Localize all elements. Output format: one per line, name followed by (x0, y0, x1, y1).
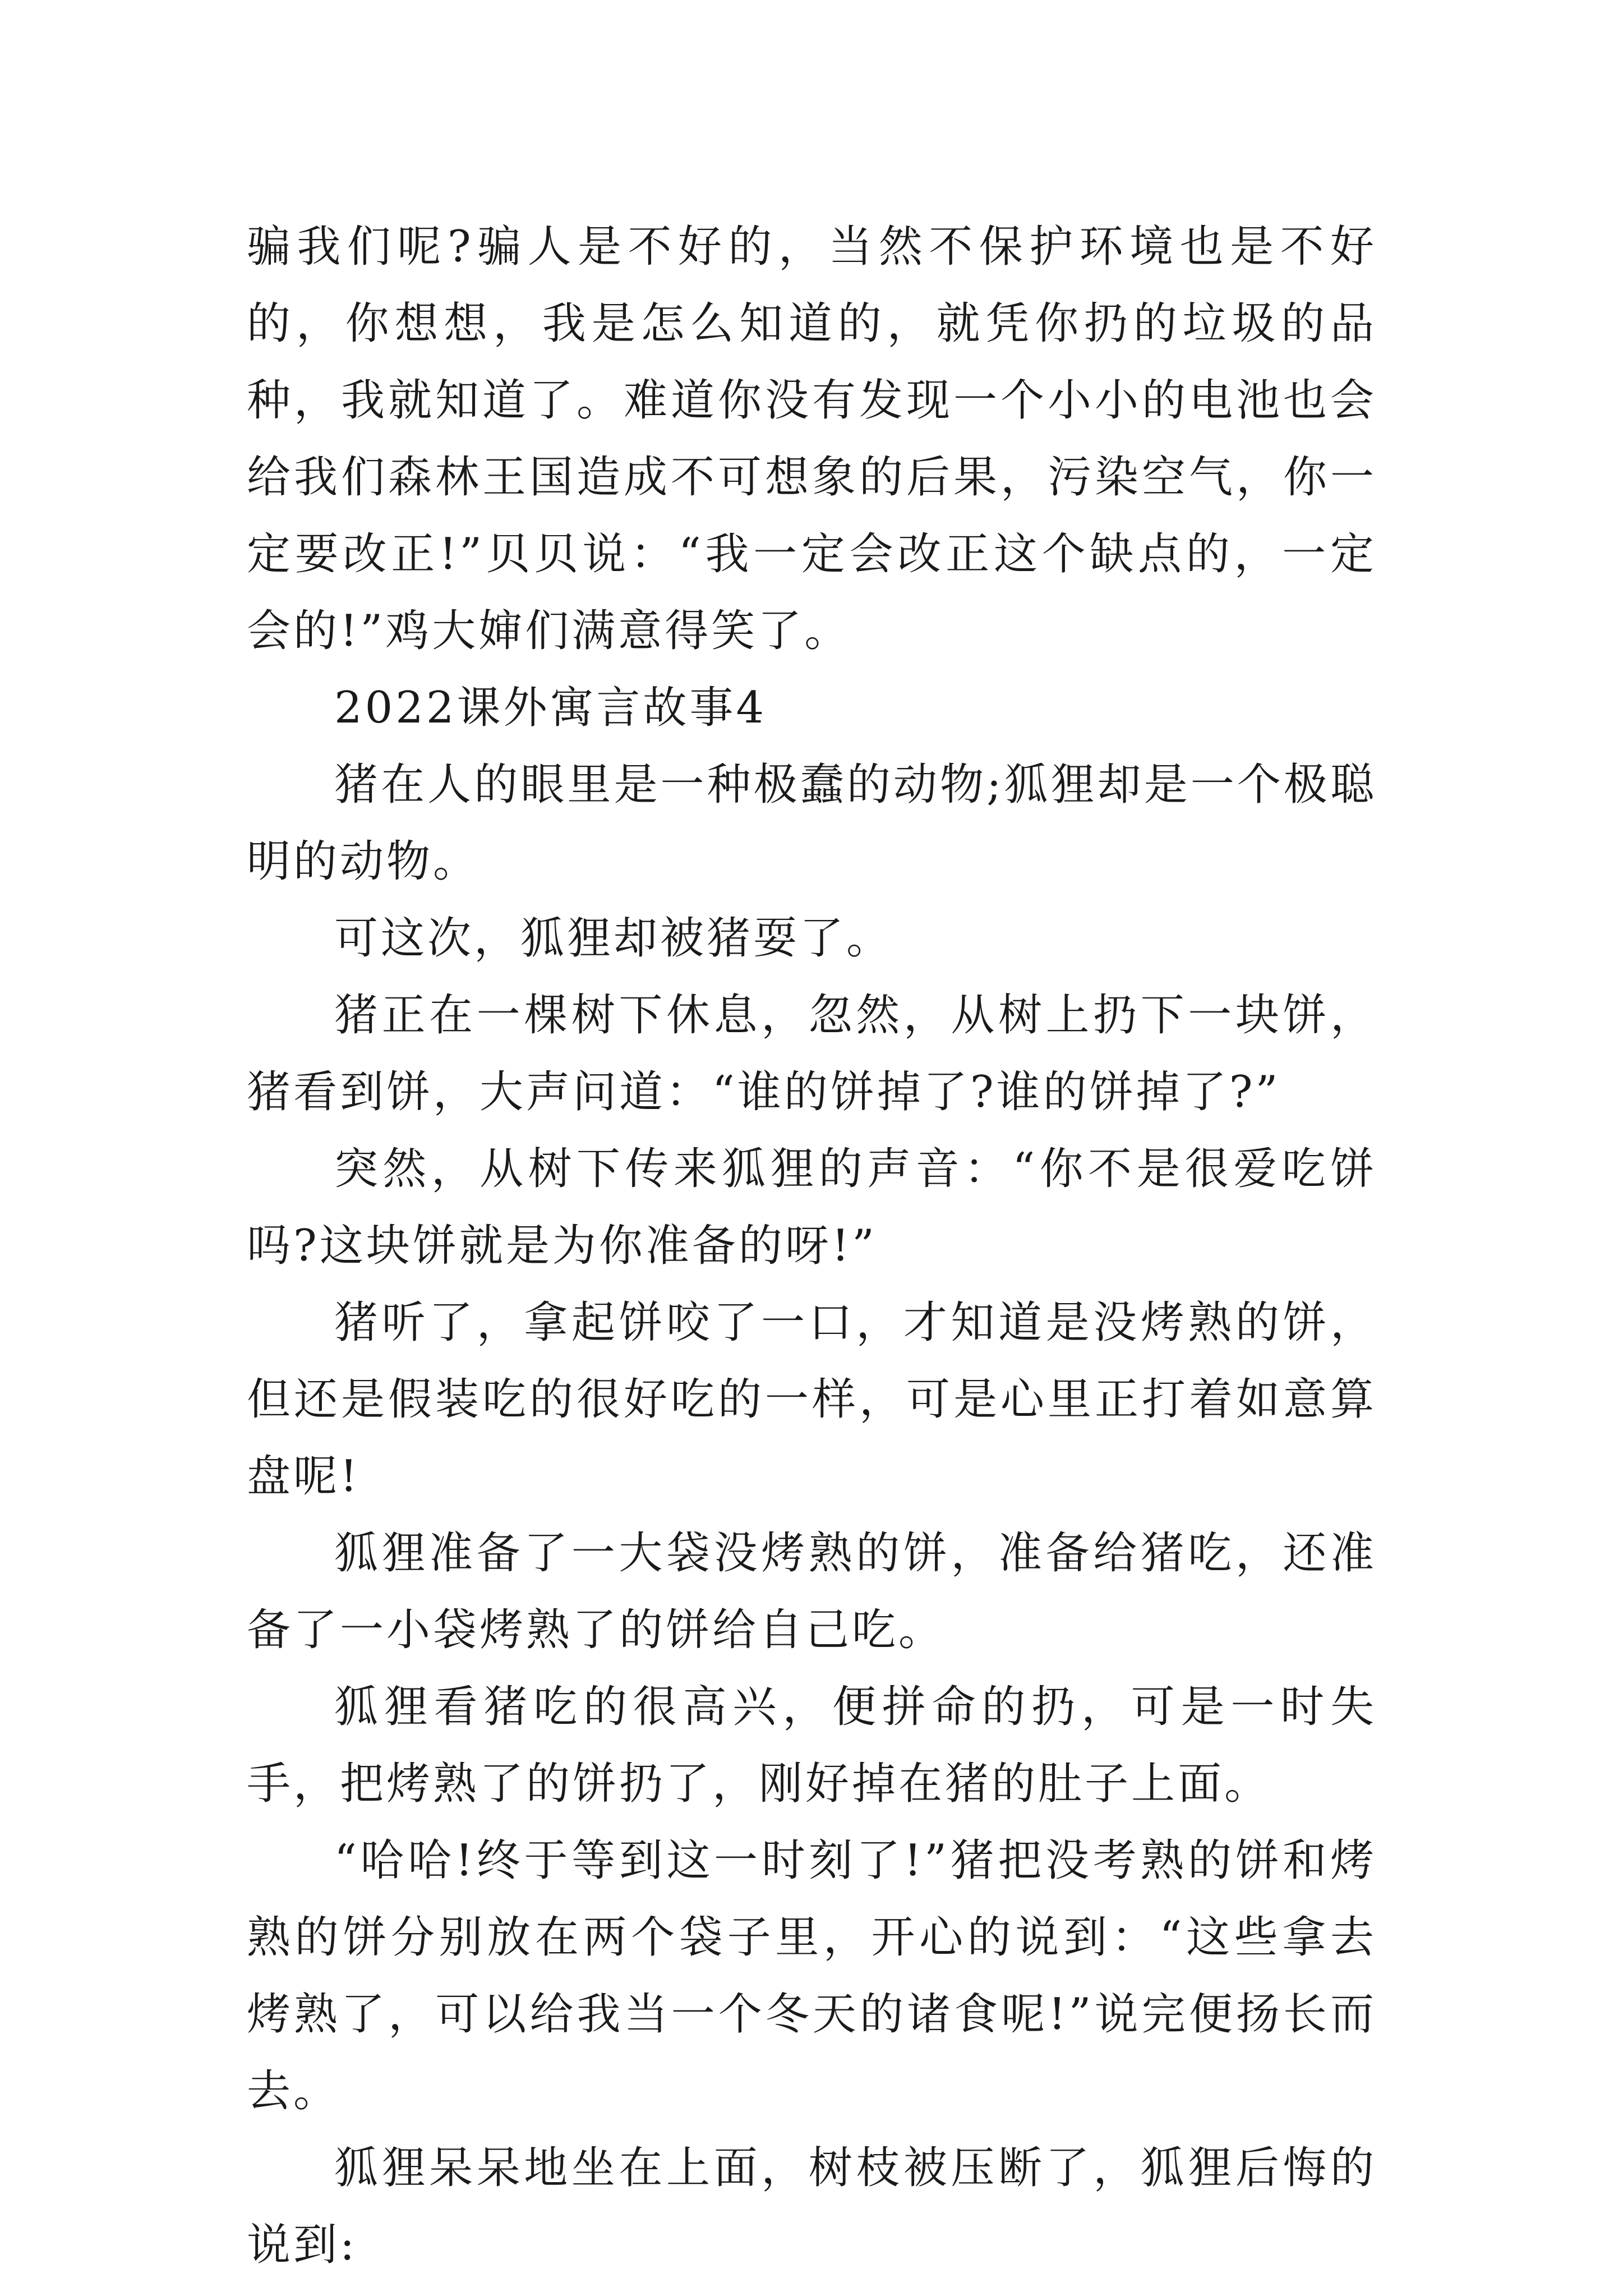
paragraph: 狐狸呆呆地坐在上面，树枝被压断了，狐狸后悔的说到: (247, 2143, 1377, 2270)
paragraph: 猪听了，拿起饼咬了一口，才知道是没烤熟的饼，但还是假装吃的很好吃的一样，可是心里正打着如意算盘呢! (247, 1297, 1377, 1502)
paragraph: 可这次，狐狸却被猪耍了。 (334, 913, 893, 964)
paragraph: 狐狸准备了一大袋没烤熟的饼，准备给猪吃，还准备了一小袋烤熟了的饼给自己吃。 (247, 1528, 1377, 1655)
paragraph: 狐狸看猪吃的很高兴，便拼命的扔，可是一时失手，把烤熟了的饼扔了，刚好掉在猪的肚子上面。 (247, 1682, 1377, 1809)
paragraph: 猪在人的眼里是一种极蠢的动物;狐狸却是一个极聪明的动物。 (247, 760, 1377, 887)
paragraph-continuation: 骗我们呢?骗人是不好的，当然不保护环境也是不好的，你想想，我是怎么知道的，就凭你扔的垃圾的品种，我就知道了。难道你没有发现一个小小的电池也会给我们森林王国造成不可想象的后果，污染空气，你一定要改正!”贝贝说：“我一定会改正这个缺点的，一定会的!”鸡大婶们满意得笑了。 (247, 222, 1377, 656)
story-heading: 2022课外寓言故事4 (334, 683, 767, 733)
paragraph: “哈哈!终于等到这一时刻了!”猪把没考熟的饼和烤熟的饼分别放在两个袋子里，开心的说到：“这些拿去烤熟了，可以给我当一个冬天的诸食呢!”说完便扬长而去。 (247, 1835, 1377, 2116)
paragraph: 猪正在一棵树下休息，忽然，从树上扔下一块饼，猪看到饼，大声问道：“谁的饼掉了?谁的饼掉了?” (247, 990, 1377, 1117)
document-body (247, 209, 1377, 2284)
paragraph: 突然，从树下传来狐狸的声音：“你不是很爱吃饼吗?这块饼就是为你准备的呀!” (247, 1144, 1377, 1271)
